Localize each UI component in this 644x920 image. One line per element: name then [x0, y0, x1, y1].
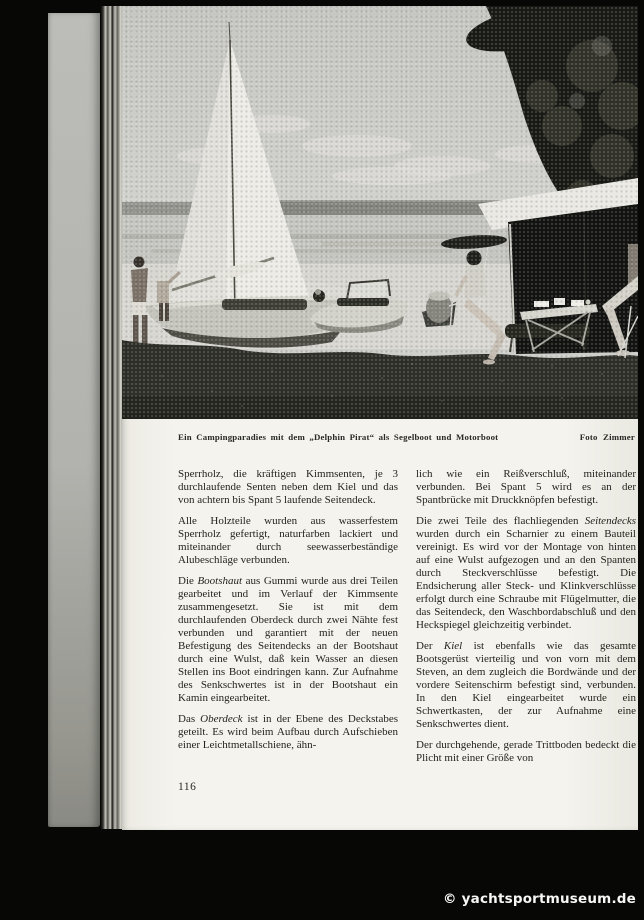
paragraph: Die zwei Teile des flachliegenden Seitendecks wurden durch ein Scharnier zu einem Bauteil vereinigt. Es wird vor der Montage von hinten auf eine Wulst aufgezogen und an den Spanten durch Steckverschlüsse befestigt. Die Endsicherung aller Steck- und Klinkverschlüsse erfolgt durch eine Schraube mit Flügelmutter, die das Seitendeck, den Waschbordabschluß und den Heckspiegel gleichzeitig verbindet.	[416, 515, 636, 631]
paragraph: Der durchgehende, gerade Trittboden bedeckt die Plicht mit einer Größe von	[416, 739, 636, 764]
page-number: 116	[178, 781, 197, 793]
book-page	[122, 6, 638, 830]
windshield	[347, 280, 390, 299]
text-column-left	[178, 468, 398, 773]
photo-caption: Ein Campingparadies mit dem „Delphin Pirat“ als Segelboot und Motorboot	[178, 432, 499, 442]
paragraph: Alle Holzteile wurden aus wasserfestem Sperrholz gefertigt, naturfarben lackiert und miteinander durch seewasserbeständige Alubeschläge verbunden.	[178, 515, 398, 566]
body-text	[178, 468, 636, 773]
paragraph: lich wie ein Reißverschluß, miteinander verbunden. Bei Spant 5 wird es an der Spantbrücke mit Druckknöpfen befestigt.	[416, 468, 636, 506]
paragraph: Die Bootshaut aus Gummi wurde aus drei Teilen gearbeitet und im Verlauf der Kimmsente zusammengesetzt. Sie ist mit dem durchlaufenden Oberdeck durch zwei Nähte fest verbunden und garantiert mit der neuen Befestigung des Seitendecks an der Bootshaut durch eine Wulst, daß kein Wasser an diesen Stellen ins Boot eindringen kann. Zur Aufnahme des Senkschwertes ist in der Bootshaut ein Kamin eingearbeitet.	[178, 575, 398, 704]
text-column-right	[416, 468, 636, 773]
photo-credit: Foto Zimmer	[579, 432, 635, 442]
camping-photo	[122, 6, 638, 419]
photo-bottom-edge	[122, 414, 638, 419]
camping-photo-graphic	[122, 6, 638, 419]
book-fore-edge	[48, 13, 100, 827]
cooler	[426, 292, 452, 324]
paragraph: Das Oberdeck ist in der Ebene des Deckstabes geteilt. Es wird beim Aufbau durch Aufschieben einer Leichtmetallschiene, ähn-	[178, 713, 399, 751]
watermark: © yachtsportmuseum.de	[443, 891, 636, 907]
photo-caption-row	[178, 432, 635, 442]
paragraph: Der Kiel ist ebenfalls wie das gesamte Bootsgerüst vierteilig und von vorn mit dem Steven, an dem zugleich die Bordwände und der vordere Seitenschirm befestigt sind, verbunden. In den Kiel eingearbeitet wurde ein Schwertkasten, der zur Aufnahme eine Senkschwertes dient.	[416, 640, 636, 730]
paragraph: Sperrholz, die kräftigen Kimmsenten, je 3 durchlaufende Senten neben dem Kiel und das von achtern bis Spant 5 laufende Seitendeck.	[178, 468, 398, 506]
